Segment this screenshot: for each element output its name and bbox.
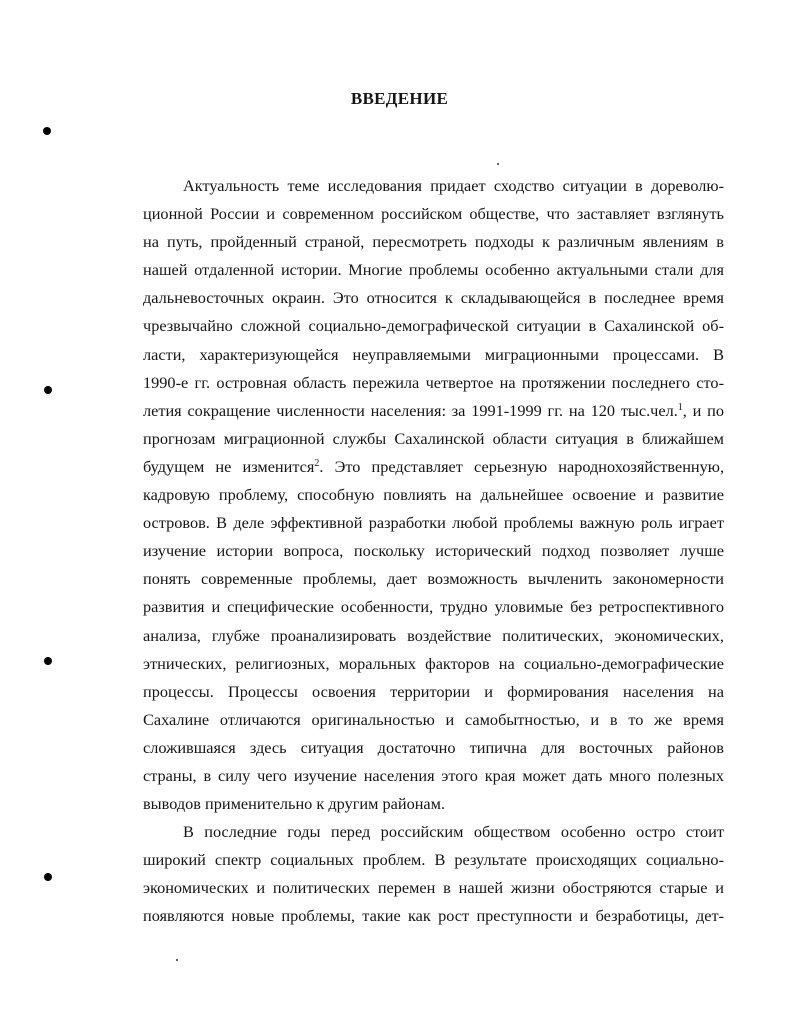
text-line: развития и специфические особенности, трудно уловимые без ретроспективного [143,597,724,617]
text-line: экономических и политических перемен в нашей жизни обостряются старые и [143,878,724,898]
text-line: Актуальность теме исследования придает сходство ситуации в дореволю- [183,176,724,195]
text-segment: летия сокращение численности населения: за 1991-1999 гг. на 120 тыс.чел. [143,400,678,420]
punch-hole-mark [44,873,52,881]
text-line: сложившаяся здесь ситуация достаточно типична для восточных районов [143,737,724,757]
text-line [143,453,724,481]
text-line: В последние годы перед российским обществом особенно остро стоит [183,822,724,841]
text-segment: . Это представляет серьезную народнохозяйственную, [319,456,725,476]
text-line: понять современные проблемы, дает возможность вычленить закономерности [143,569,724,589]
text-line: этнических, религиозных, моральных факторов на социально-демографические [143,653,724,673]
text-line: появляются новые проблемы, такие как рост преступности и безработицы, дет- [143,906,724,926]
text-line: выводов применительно к другим районам. [143,794,446,814]
text-line: дальневосточных окраин. Это относится к складывающейся в последнее время [143,288,724,308]
text-line: островов. В деле эффективной разработки любой проблемы важную роль играет [143,513,724,533]
text-line: на путь, пройденный страной, пересмотреть подходы к различным явлениям в [143,232,724,252]
page-title: ВВЕДЕНИЕ [350,89,449,108]
punch-hole-mark [43,127,51,135]
footnote-ref: 2 [314,457,320,469]
text-line: Сахалине отличаются оригинальностью и самобытностью, и в то же время [143,709,724,729]
footnote-ref: 1 [677,401,683,413]
text-line: широкий спектр социальных проблем. В результате происходящих социально- [143,850,724,870]
punch-hole-mark [44,657,52,665]
scan-speck [497,163,499,165]
punch-hole-mark [44,386,52,394]
text-line: нашей отдаленной истории. Многие проблемы особенно актуальными стали для [143,260,724,280]
scan-speck [176,959,178,961]
text-line: процессы. Процессы освоения территории и формирования населения на [143,681,724,701]
text-line: кадровую проблему, способную повлиять на дальнейшее освоение и развитие [143,485,724,505]
text-line: изучение истории вопроса, поскольку исторический подход позволяет лучше [143,541,724,561]
text-line: ционной России и современном российском обществе, что заставляет взглянуть [143,204,724,224]
text-line: страны, в силу чего изучение населения этого края может дать много полезных [143,765,724,785]
text-line: 1990-е гг. островная область пережила четвертое на протяжении последнего сто- [143,372,724,392]
text-line: ласти, характеризующейся неуправляемыми миграционными процессами. В [143,344,724,364]
text-line: прогнозам миграционной службы Сахалинской области ситуация в ближайшем [143,428,724,448]
paragraph-2 [143,818,724,930]
text-segment: будущем не изменится [143,456,315,476]
paragraph-1 [143,172,724,818]
text-line: анализа, глубже проанализировать воздействие политических, экономических, [143,625,724,645]
text-segment: , и по [682,400,724,420]
text-line: чрезвычайно сложной социально-демографической ситуации в Сахалинской об- [143,316,724,336]
text-line [143,397,724,425]
